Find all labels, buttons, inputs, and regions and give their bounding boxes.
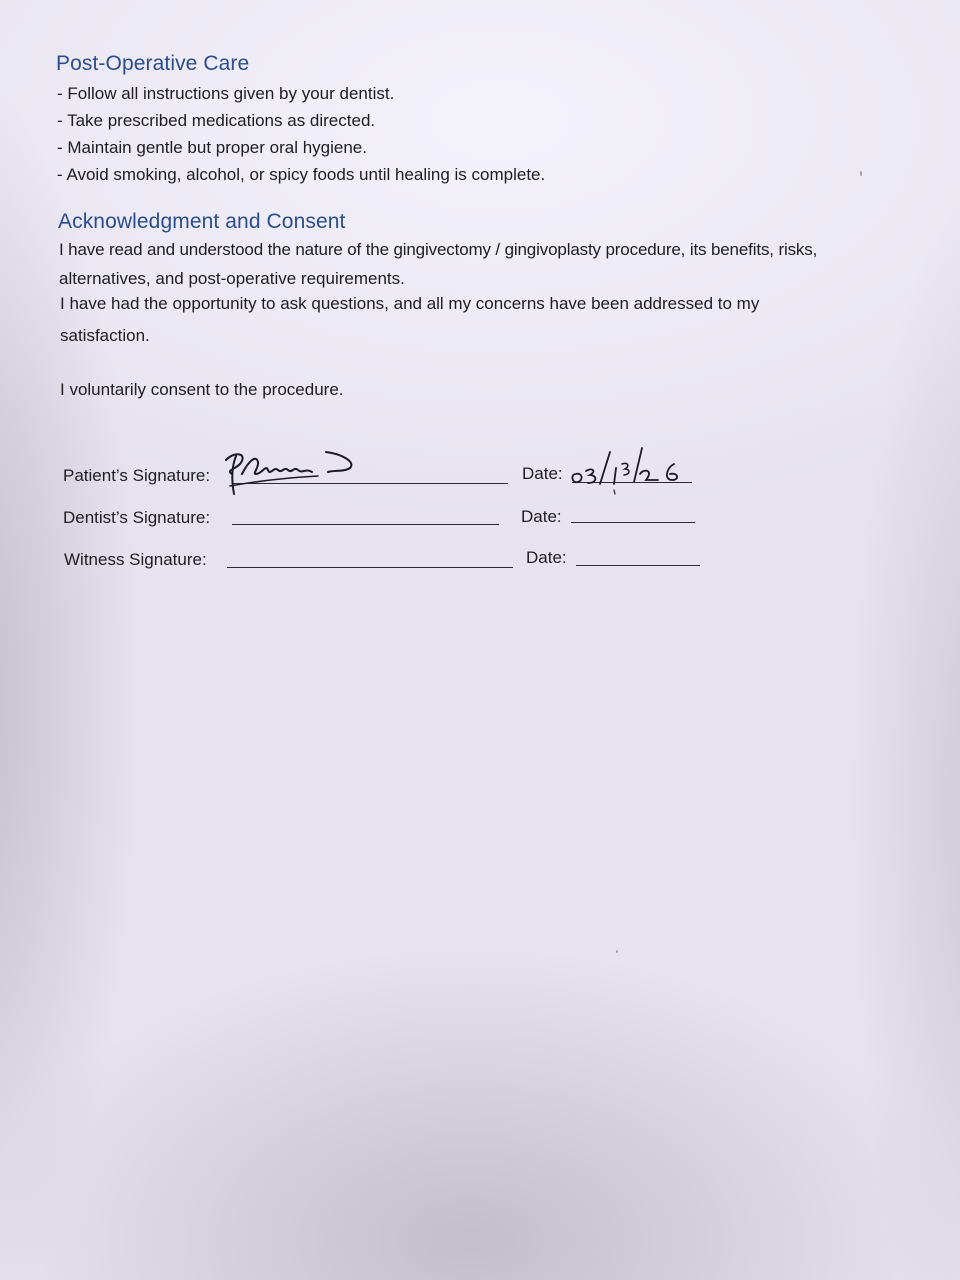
paper-speck: [616, 950, 618, 953]
consent-line: alternatives, and post-operative requirements.: [59, 269, 405, 288]
dentist-signature-label: Dentist’s Signature:: [63, 508, 211, 527]
post-op-item: - Take prescribed medications as directed.: [57, 111, 376, 130]
patient-signature-label: Patient’s Signature:: [63, 466, 211, 485]
patient-signature-scribble: [222, 444, 362, 504]
consent-voluntary: I voluntarily consent to the procedure.: [60, 380, 344, 399]
witness-signature-label: Witness Signature:: [64, 550, 207, 569]
dentist-date-label: Date:: [521, 507, 562, 526]
witness-date-label: Date:: [526, 548, 567, 567]
consent-line: satisfaction.: [60, 326, 150, 345]
patient-date-label: Date:: [522, 464, 563, 483]
consent-heading: Acknowledgment and Consent: [58, 210, 346, 233]
post-op-item: - Avoid smoking, alcohol, or spicy foods until healing is complete.: [57, 165, 546, 184]
witness-signature-line[interactable]: [227, 567, 513, 568]
paper-speck: [860, 171, 862, 176]
dentist-date-line[interactable]: [571, 522, 695, 523]
post-op-item: - Maintain gentle but proper oral hygiene.: [57, 138, 367, 157]
patient-date-handwritten: [570, 444, 710, 494]
consent-line: I have had the opportunity to ask questions, and all my concerns have been addressed to my: [60, 294, 760, 313]
witness-date-line[interactable]: [576, 565, 700, 566]
post-op-item: - Follow all instructions given by your dentist.: [57, 84, 395, 103]
post-op-heading: Post-Operative Care: [56, 52, 250, 75]
consent-line: I have read and understood the nature of the gingivectomy / gingivoplasty procedure, its benefits, risks,: [59, 240, 818, 259]
dentist-signature-line[interactable]: [232, 524, 499, 525]
